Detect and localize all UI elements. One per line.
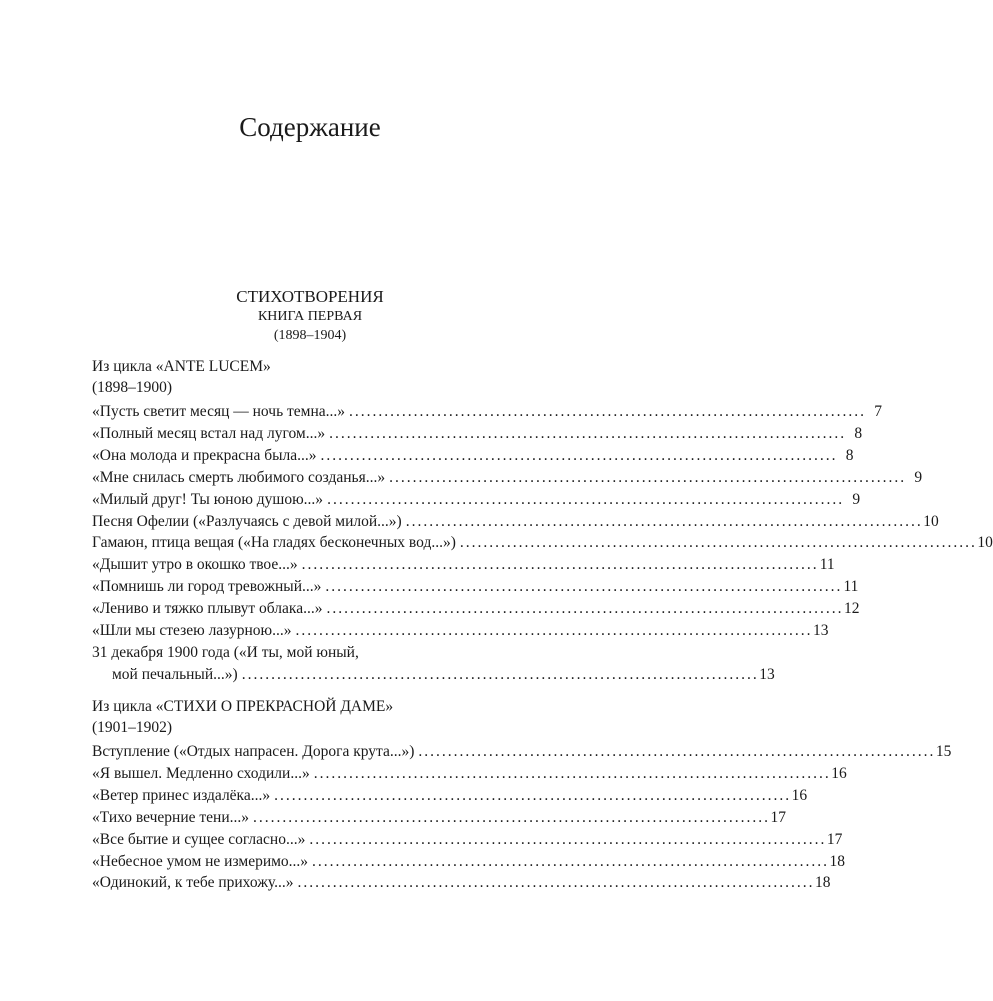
dot-leader: ........................................................................................ xyxy=(349,403,867,420)
dot-leader: ........................................................................................ xyxy=(327,490,845,508)
toc-section-ante-lucem xyxy=(92,356,993,686)
entry-title: «Я вышел. Медленно сходили...» xyxy=(92,764,310,782)
dot-leader: ........................................................................................ xyxy=(253,808,771,826)
dot-leader: ........................................................................................ xyxy=(405,512,923,530)
dot-leader: ........................................................................................ xyxy=(312,852,830,870)
toc-entry[interactable] xyxy=(92,741,952,763)
dot-leader: ........................................................................................ xyxy=(274,786,792,804)
section-years: (1901–1902) xyxy=(92,719,173,736)
dot-leader: ........................................................................................ xyxy=(295,622,813,640)
entry-title: «Милый друг! Ты юною душою...» xyxy=(92,490,324,508)
entry-title: «Пусть светит месяц — ночь темна...» xyxy=(92,403,346,420)
toc-entry[interactable] xyxy=(92,445,854,467)
entry-title: «Небесное умом не измеримо...» xyxy=(92,852,309,870)
entry-page: 7 xyxy=(874,403,883,420)
entry-title: «Все бытие и сущее согласно...» xyxy=(92,830,306,848)
entry-page: 10 xyxy=(923,512,939,530)
entry-page: 15 xyxy=(935,743,952,760)
entry-page: 17 xyxy=(826,830,843,848)
entry-title: Гамаюн, птица вещая («На гладях бесконечных вод...») xyxy=(92,534,456,552)
toc-entry[interactable] xyxy=(92,851,846,873)
toc-entry[interactable] xyxy=(92,532,993,554)
entry-title: «Ветер принес издалёка...» xyxy=(92,786,271,804)
dot-leader: ........................................................................................ xyxy=(313,764,831,782)
book-title: КНИГА ПЕРВАЯ xyxy=(257,309,363,324)
entry-title: «Лениво и тяжко плывут облака...» xyxy=(92,600,323,618)
entry-page: 18 xyxy=(829,852,846,870)
toc-entry[interactable] xyxy=(92,829,843,851)
dot-leader: ........................................................................................ xyxy=(389,468,907,486)
entry-page: 11 xyxy=(819,556,835,574)
entry-page: 16 xyxy=(831,764,847,782)
dot-leader: ........................................................................................ xyxy=(297,874,815,892)
entry-page: 17 xyxy=(770,808,787,826)
book-years: (1898–1904) xyxy=(273,328,347,343)
entry-title-line1: 31 декабря 1900 года («И ты, мой юный, xyxy=(92,643,359,661)
toc-entry[interactable] xyxy=(92,763,847,785)
section-years: (1898–1900) xyxy=(92,379,173,396)
toc-entry[interactable] xyxy=(92,467,923,489)
entry-page: 8 xyxy=(845,446,854,464)
dot-leader: ........................................................................................ xyxy=(320,446,838,464)
toc-entry[interactable] xyxy=(92,620,829,642)
entry-page: 9 xyxy=(914,468,923,486)
page-title: Содержание xyxy=(239,112,381,142)
entry-title: «Шли мы стезею лазурною...» xyxy=(92,622,292,640)
entry-title: «Она молода и прекрасна была...» xyxy=(92,446,317,464)
entry-page: 13 xyxy=(759,665,775,683)
dot-leader: ........................................................................................ xyxy=(326,600,844,618)
entry-page: 9 xyxy=(852,490,861,508)
entry-page: 10 xyxy=(977,534,993,552)
dot-leader: ........................................................................................ xyxy=(301,556,819,574)
entry-title: «Полный месяц встал над лугом...» xyxy=(92,424,326,442)
toc-entry[interactable] xyxy=(92,576,859,598)
toc-entry[interactable] xyxy=(92,807,787,829)
dot-leader: ........................................................................................ xyxy=(241,665,759,683)
toc-entry[interactable] xyxy=(92,423,863,445)
dot-leader: ........................................................................................ xyxy=(329,424,847,442)
toc-entry[interactable] xyxy=(92,511,939,533)
entry-title-line2: мой печальный...») xyxy=(112,665,238,683)
toc-entry[interactable] xyxy=(92,401,883,423)
entry-page: 11 xyxy=(843,578,859,596)
dot-leader: ........................................................................................ xyxy=(309,830,827,848)
toc-entry[interactable] xyxy=(92,489,861,511)
part-title: СТИХОТВОРЕНИЯ xyxy=(236,287,384,306)
entry-page: 12 xyxy=(843,600,860,618)
entry-page: 18 xyxy=(814,874,831,892)
toc-entry[interactable] xyxy=(92,642,775,686)
toc-entry[interactable] xyxy=(92,598,860,620)
dot-leader: ........................................................................................ xyxy=(459,534,977,552)
entry-page: 13 xyxy=(812,622,829,640)
section-title: Из цикла «ANTE LUCEM» xyxy=(92,358,271,375)
entry-title: «Тихо вечерние тени...» xyxy=(92,808,250,826)
toc-section-prekrasnaya-dama xyxy=(92,696,952,894)
toc-entry[interactable] xyxy=(92,872,831,894)
dot-leader: ........................................................................................ xyxy=(325,578,843,596)
part-heading xyxy=(0,286,620,345)
entry-title: «Дышит утро в окошко твое...» xyxy=(92,556,298,574)
entry-title: «Помнишь ли город тревожный...» xyxy=(92,578,322,596)
entry-page: 8 xyxy=(854,424,863,442)
dot-leader: ........................................................................................ xyxy=(418,743,936,760)
entry-title: «Одинокий, к тебе прихожу...» xyxy=(92,874,294,892)
entry-title: «Мне снилась смерть любимого созданья...» xyxy=(92,468,386,486)
entry-title: Вступление («Отдых напрасен. Дорога крута...») xyxy=(92,743,415,760)
toc-entry[interactable] xyxy=(92,785,808,807)
toc-entry[interactable] xyxy=(92,554,835,576)
section-title: Из цикла «СТИХИ О ПРЕКРАСНОЙ ДАМЕ» xyxy=(92,698,394,715)
entry-page: 16 xyxy=(791,786,808,804)
entry-title: Песня Офелии («Разлучаясь с девой милой...») xyxy=(92,512,402,530)
